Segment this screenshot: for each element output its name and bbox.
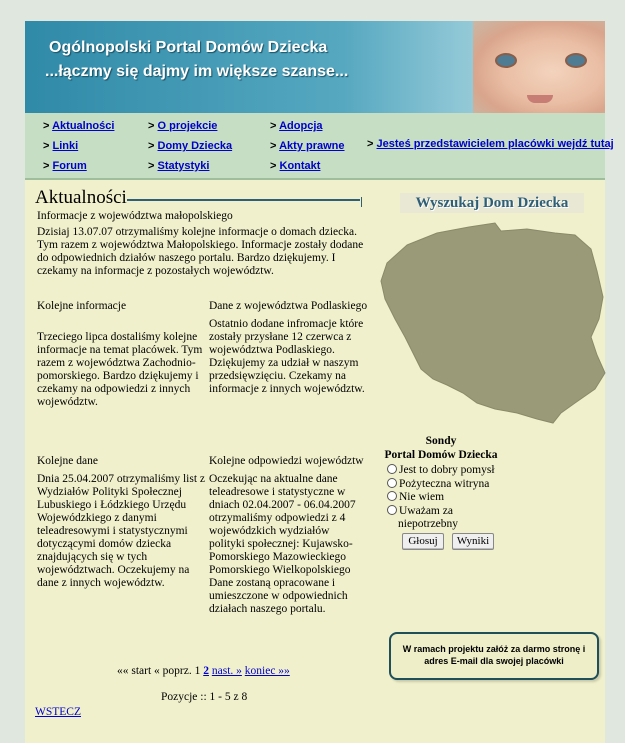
news-heading-4: Kolejne odpowiedzi województw	[209, 455, 364, 467]
nav-item-linki[interactable]: > Linki	[43, 140, 79, 152]
site-subtitle: ...łączmy się dajmy im większe szanse...	[45, 63, 349, 80]
section-title: Aktualności	[35, 187, 127, 208]
promo-box[interactable]	[389, 632, 599, 680]
page	[25, 21, 614, 743]
pagination-next[interactable]: nast. »	[211, 665, 242, 677]
lead-text: Dzisiaj 13.07.07 otrzymaliśmy kolejne informacje o domach dziecka. Tym razem z województwa Małopolskiego. Informacje zostały dodane do odpowiednich działów naszego portalu. Bardzo dziękujemy. I czekamy na informacje z pozostałych województw.	[37, 226, 364, 277]
news-text-3: Dnia 25.04.2007 otrzymaliśmy list z Wydziałów Polityki Społecznej Lubuskiego i Łódzkiego Urzędu Wojewódzkiego z danymi teleadresowymi i statystycznymi dotyczącymi domów dziecka znajdujących się w tych województwach. Oczekujemy na dane z innych województw.	[37, 473, 206, 589]
position-info: Pozycje :: 1 - 5 z 8	[161, 691, 248, 703]
pagination-end[interactable]: koniec »»	[244, 665, 290, 677]
search-orphanage-title[interactable]: Wyszukaj Dom Dziecka	[400, 193, 584, 213]
results-button[interactable]: Wyniki	[452, 533, 494, 550]
navigation-bar	[25, 113, 614, 180]
header-banner	[25, 21, 605, 113]
radio-button-icon[interactable]	[387, 491, 397, 501]
pagination-current[interactable]: 2	[203, 665, 209, 677]
poll-title: Sondy Portal Domów Dziecka	[384, 435, 498, 461]
poll-option-2[interactable]: Pożyteczna witryna	[387, 478, 489, 490]
poland-map[interactable]	[377, 219, 609, 429]
radio-button-icon[interactable]	[387, 478, 397, 488]
vote-button[interactable]: Głosuj	[402, 533, 444, 550]
nav-item-przedstawiciel[interactable]: > Jesteś przedstawicielem placówki wejdź tutaj	[367, 138, 614, 150]
nav-item-akty-prawne[interactable]: > Akty prawne	[270, 140, 345, 152]
radio-button-icon[interactable]	[387, 505, 397, 515]
news-text-1: Trzeciego lipca dostaliśmy kolejne informacje na temat placówek. Tym razem z województwa Zachodnio-pomorskiego. Bardzo dziękujemy i czekamy na odpowiedzi z innych województw.	[37, 331, 203, 408]
poll-option-4-continued: niepotrzebny	[398, 518, 459, 530]
poll-option-3[interactable]: Nie wiem	[387, 491, 444, 503]
back-link[interactable]: WSTECZ	[35, 706, 81, 718]
baby-photo	[473, 21, 605, 113]
news-heading-3: Kolejne dane	[37, 455, 98, 467]
nav-item-o-projekcie[interactable]: > O projekcie	[148, 120, 218, 132]
title-divider-end	[361, 197, 362, 207]
site-title: Ogólnopolski Portal Domów Dziecka	[49, 39, 328, 56]
pagination	[117, 665, 290, 677]
radio-button-icon[interactable]	[387, 464, 397, 474]
pagination-prefix: «« start « poprz. 1	[117, 665, 201, 677]
news-text-2: Ostatnio dodane infromacje które zostały przysłane 12 czerwca z województwa Podlaskiego. Dziękujemy za udział w naszym przedsięwzięciu. Czekamy na informacje z innych województw.	[209, 318, 365, 395]
nav-item-kontakt[interactable]: > Kontakt	[270, 160, 321, 172]
nav-item-statystyki[interactable]: > Statystyki	[148, 160, 210, 172]
poll-option-4[interactable]: Uważam za	[387, 505, 453, 517]
nav-item-aktualnosci[interactable]: > Aktualności	[43, 120, 115, 132]
title-divider	[127, 199, 360, 201]
news-heading-2: Dane z województwa Podlaskiego	[209, 300, 368, 312]
nav-item-adopcja[interactable]: > Adopcja	[270, 120, 323, 132]
promo-text: W ramach projektu załóż za darmo stronę i adres E-mail dla swojej placówki	[402, 644, 586, 666]
lead-heading: Informacje z województwa małopolskiego	[37, 210, 233, 222]
poll-option-1[interactable]: Jest to dobry pomysł	[387, 464, 495, 476]
nav-item-domy-dziecka[interactable]: > Domy Dziecka	[148, 140, 233, 152]
news-heading-1: Kolejne informacje	[37, 300, 127, 312]
news-text-4: Oczekując na aktualne dane teleadresowe i statystyczne w dniach 02.04.2007 - 06.04.2007 otrzymaliśmy odpowiedzi z 4 wojewódzkich wydziałów polityki społecznej: Kujawsko-Pomorskiego Mazowieckiego Pomorskiego Wielkopolskiego Dane zostaną opracowane i umieszczone w odpowiednich działach naszego portalu.	[209, 473, 356, 615]
nav-item-forum[interactable]: > Forum	[43, 160, 87, 172]
